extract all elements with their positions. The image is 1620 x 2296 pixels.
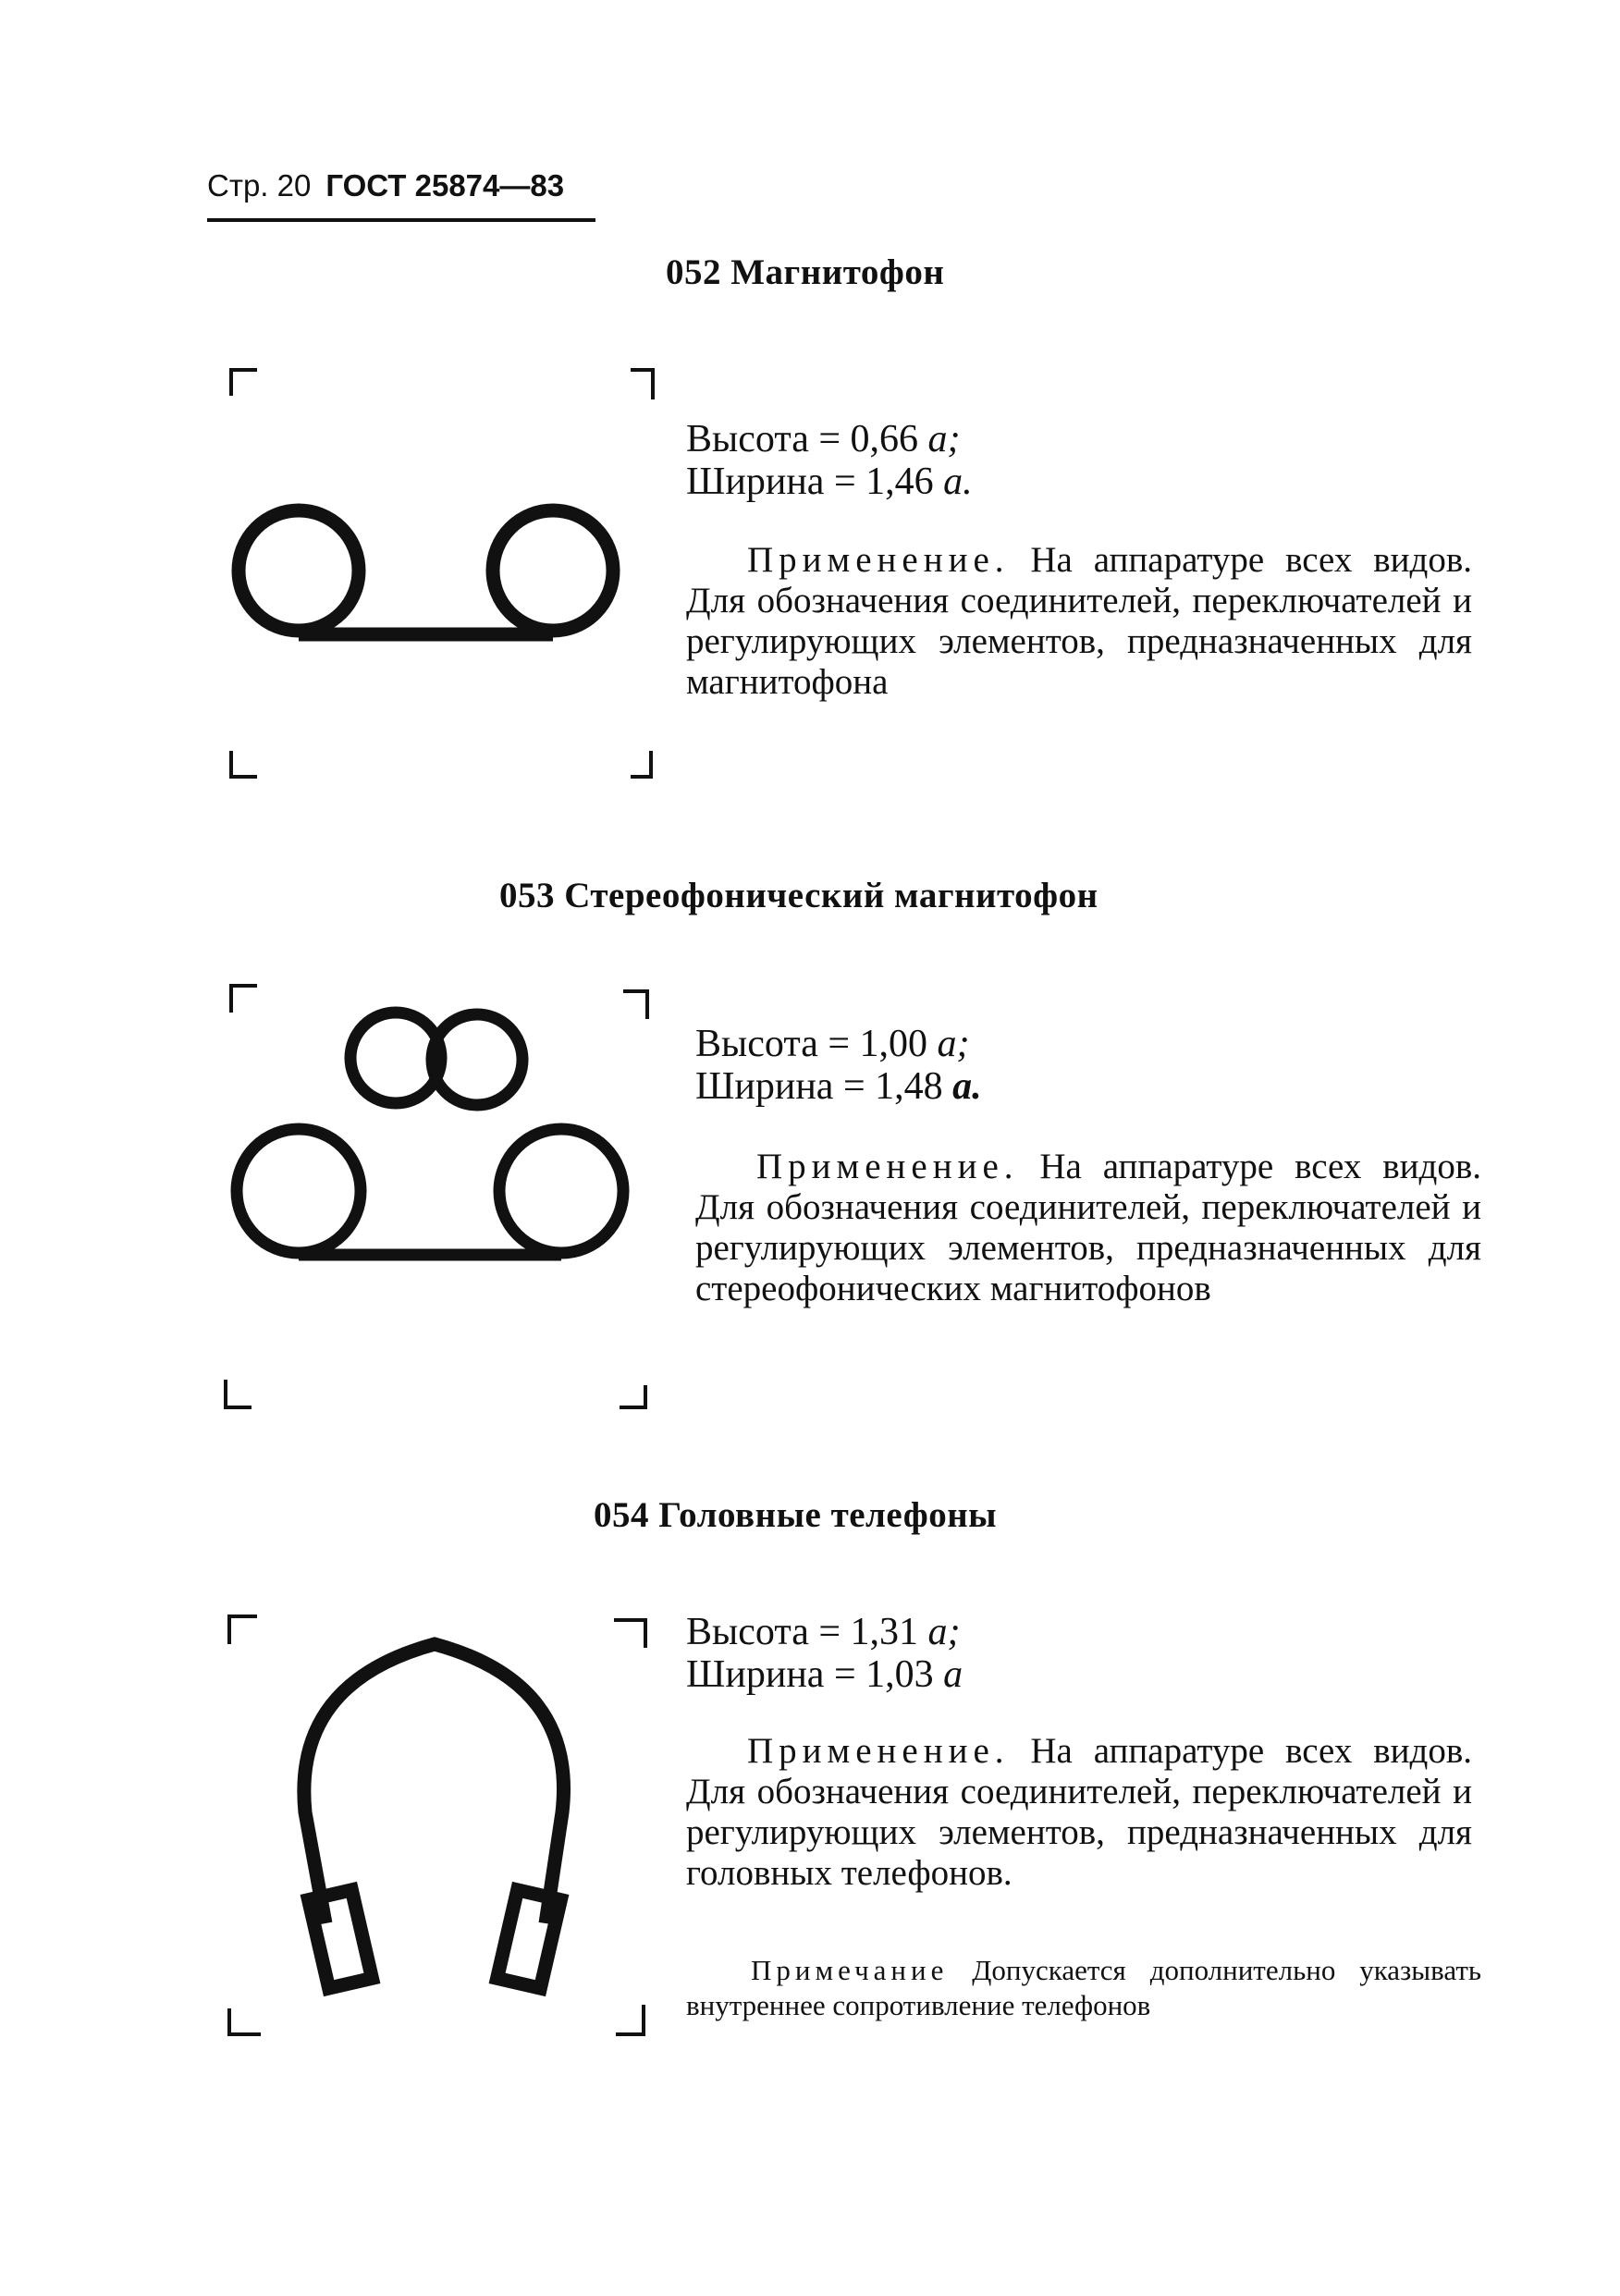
frame-corners-054 xyxy=(229,1616,645,2034)
height-053: Высота = 1,00 a; xyxy=(695,1023,970,1065)
width-054: Ширина = 1,03 a xyxy=(686,1653,963,1696)
usage-head: Применение. xyxy=(747,1731,1010,1771)
usage-text: На аппаратуре всех видов. Для обозначения соединителей, переключателей и регулирующих элементов, предназначенных для магнитофона xyxy=(686,540,1473,702)
height-054: Высота = 1,31 a; xyxy=(686,1611,961,1653)
frame-corners-052 xyxy=(231,370,653,777)
dimensions-053 xyxy=(695,1023,982,1108)
width-053: Ширина = 1,48 a. xyxy=(695,1065,982,1108)
usage-head: Применение. xyxy=(756,1147,1019,1186)
usage-head: Применение. xyxy=(747,540,1010,580)
usage-text: На аппаратуре всех видов. Для обозначения соединителей, переключателей и регулирующих элементов, предназначенных для головных телефонов. xyxy=(686,1731,1473,1893)
headphones-symbol xyxy=(304,1644,564,1988)
dimensions-052 xyxy=(686,418,973,503)
dimensions-054 xyxy=(686,1611,963,1696)
note-head: Примечание xyxy=(751,1954,949,1986)
note-054 xyxy=(686,1953,1481,2023)
usage-text: На аппаратуре всех видов. Для обозначения соединителей, переключателей и регулирующих элементов, предназначенных для стереофонических магнитофонов xyxy=(695,1147,1482,1308)
section-title-054: 054 Головные телефоны xyxy=(594,1495,998,1535)
tape-recorder-symbol xyxy=(239,510,613,634)
height-052: Высота = 0,66 a; xyxy=(686,418,961,460)
usage-054 xyxy=(686,1731,1472,1894)
note-text: Допускается дополнительно указывать внутреннее сопротивление телефонов xyxy=(686,1954,1481,2021)
stereo-tape-recorder-symbol xyxy=(237,1013,623,1255)
width-052: Ширина = 1,46 a. xyxy=(686,460,973,503)
usage-053 xyxy=(695,1147,1481,1309)
page-number: Стр. 20 xyxy=(207,168,312,203)
section-title-052: 052 Магнитофон xyxy=(666,252,945,292)
standard-number: ГОСТ 25874—83 xyxy=(325,168,565,203)
section-title-053: 053 Стереофонический магнитофон xyxy=(499,876,1098,915)
usage-052 xyxy=(686,540,1472,703)
